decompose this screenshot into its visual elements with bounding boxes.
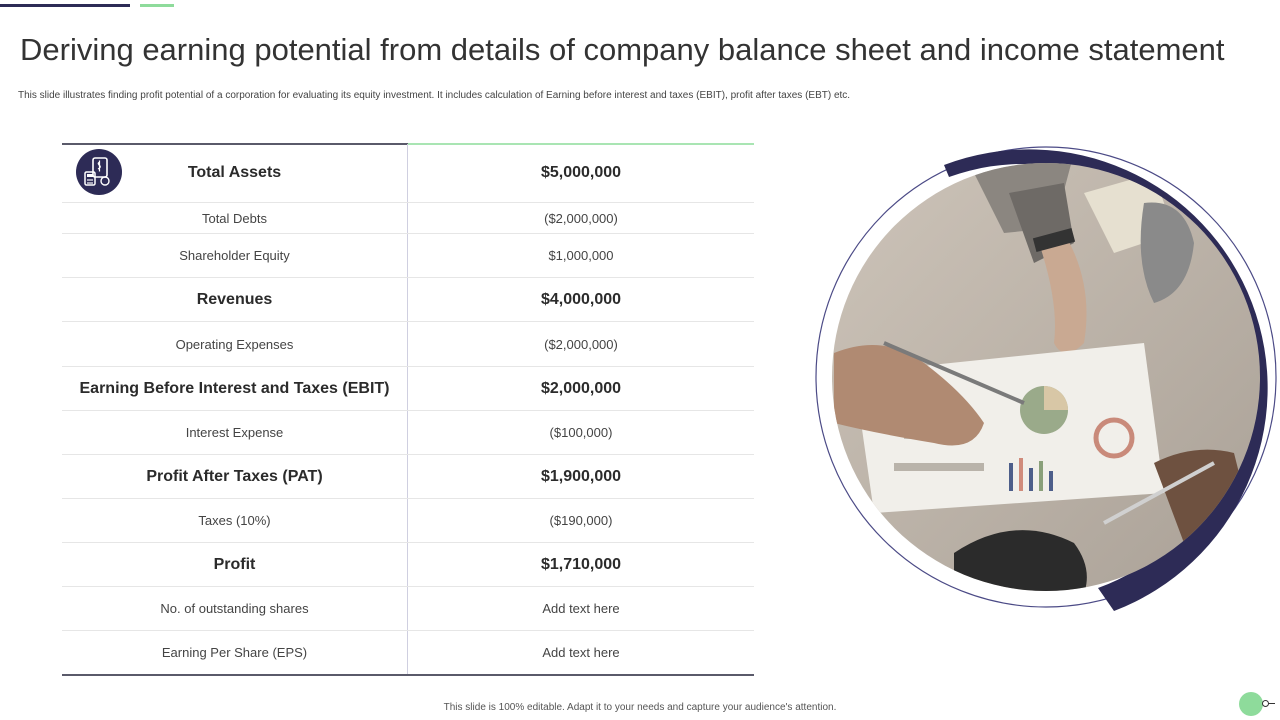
financial-table [62,144,754,676]
row-label: Interest Expense [62,411,408,454]
table-row [62,455,754,499]
row-value: Add text here [542,601,620,616]
table-row [62,367,754,411]
row-label: Profit After Taxes (PAT) [62,455,408,498]
row-label: Earning Per Share (EPS) [62,631,408,674]
table-row [62,543,754,587]
row-value: $5,000,000 [540,164,622,181]
row-label: Earning Before Interest and Taxes (EBIT) [62,367,408,410]
table-row [62,587,754,631]
slide-title: Deriving earning potential from details of company balance sheet and income statement [20,32,1225,67]
row-label: Shareholder Equity [62,234,408,277]
row-label: Total Assets [62,144,408,202]
table-row [62,203,754,234]
row-value: ($190,000) [549,513,613,528]
row-label: Profit [62,543,408,586]
navigation-dot-icon[interactable] [1239,692,1263,716]
table-row [62,322,754,367]
row-value: ($2,000,000) [544,210,618,226]
row-label: Operating Expenses [62,322,408,366]
row-label: No. of outstanding shares [62,587,408,630]
table-row [62,234,754,278]
row-label: Taxes (10%) [62,499,408,542]
top-accent-bar-green [140,4,174,7]
table-row [62,411,754,455]
row-label: Revenues [62,278,408,321]
table-row [62,144,754,203]
finance-document-icon [76,149,122,195]
top-accent-bar-dark [0,4,130,7]
row-label: Total Debts [62,203,408,233]
navigation-tip-icon [1262,700,1269,707]
table-row [62,278,754,322]
row-value: $1,900,000 [540,467,622,485]
meeting-photo [814,133,1278,611]
row-value: ($2,000,000) [544,336,618,352]
row-value: $4,000,000 [540,290,622,308]
slide-footer: This slide is 100% editable. Adapt it to your needs and capture your audience's attention. [443,702,837,713]
row-value: $1,710,000 [540,555,622,573]
row-value: $2,000,000 [540,379,622,397]
table-row [62,499,754,543]
row-value: Add text here [542,645,620,660]
row-value: ($100,000) [549,425,613,440]
slide-subtitle: This slide illustrates finding profit potential of a corporation for evaluating its equity investment. It includes calculation of Earning before interest and taxes (EBIT), profit after taxes (EBT) etc. [18,90,851,101]
table-row [62,631,754,676]
row-value: $1,000,000 [548,248,614,263]
